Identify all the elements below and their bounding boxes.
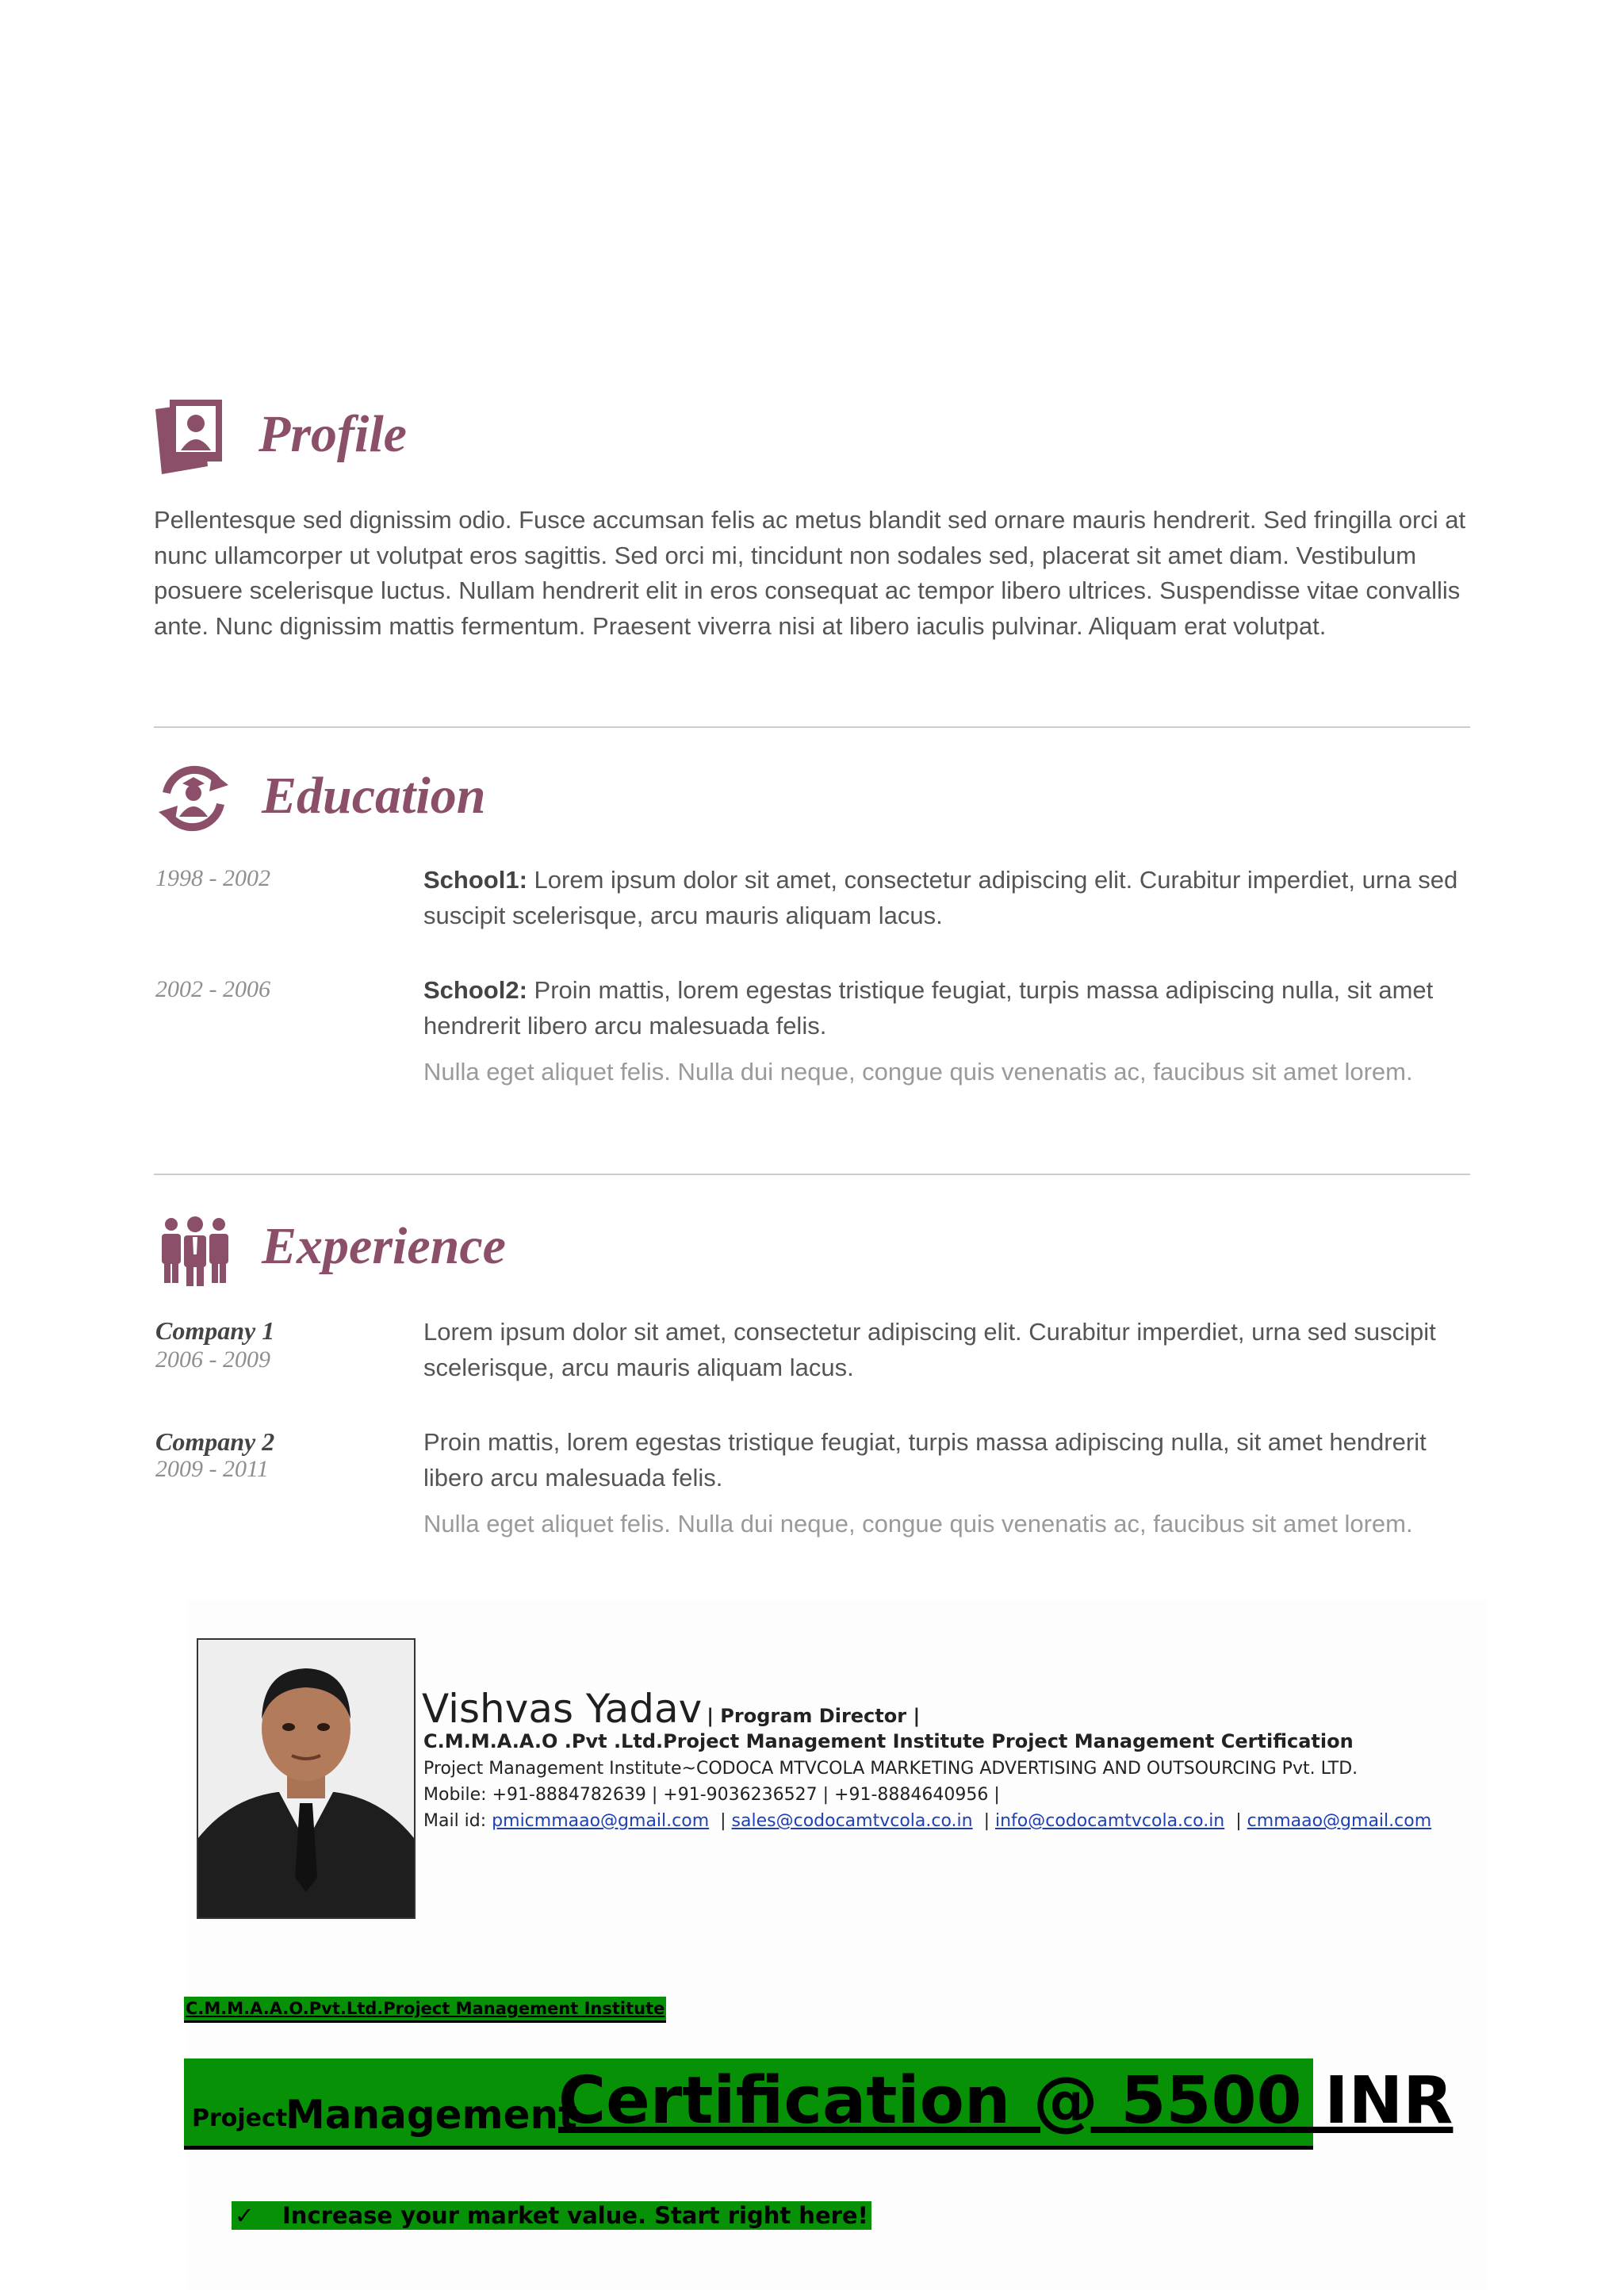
signature-mail-line: Mail id: pmicmmaao@gmail.com | sales@codocamtvcola.co.in | info@codocamtvcola.co.in | cmmaao@gmail.com (423, 1811, 1432, 1831)
profile-heading: Profile (259, 405, 407, 463)
check-icon: ✓ (235, 2202, 255, 2229)
experience-dates-1: 2006 - 2009 (155, 1346, 270, 1373)
promo-tag: C.M.M.A.A.O.Pvt.Ltd.Project Management Institute (184, 1997, 666, 2023)
experience-entry-2: Proin mattis, lorem egestas tristique feugiat, turpis massa adipiscing nulla, sit amet hendrerit libero arcu malesuada felis. (423, 1428, 1427, 1492)
school-name: School1: (423, 866, 527, 894)
email-link-4[interactable]: cmmaao@gmail.com (1247, 1811, 1432, 1831)
section-divider (154, 1174, 1470, 1175)
experience-entry-1: Lorem ipsum dolor sit amet, consectetur adipiscing elit. Curabitur imperdiet, urna sed suscipit scelerisque, arcu mauris aliquam lacus. (423, 1318, 1436, 1381)
promo-banner-mid: Management (285, 2092, 578, 2138)
graduate-cycle-icon (155, 761, 232, 836)
school-description: Lorem ipsum dolor sit amet, consectetur adipiscing elit. Curabitur imperdiet, urna sed suscipit scelerisque, arcu mauris aliquam lacus. (423, 866, 1458, 929)
experience-heading: Experience (262, 1217, 506, 1275)
email-link-1[interactable]: pmicmmaao@gmail.com (492, 1811, 710, 1831)
promo-banner (184, 2058, 1454, 2150)
signature-mobile-line: Mobile: +91-8884782639 | +91-9036236527 | +91-8884640956 | (423, 1785, 1000, 1805)
promo-banner-big: Certification @ 5500 INR (558, 2063, 1454, 2139)
company-name-2: Company 2 (155, 1427, 275, 1456)
team-icon (157, 1213, 233, 1288)
education-heading: Education (262, 767, 486, 825)
promo-callout-text: Increase your market value. Start right here! (282, 2202, 868, 2229)
company-name-1: Company 1 (155, 1316, 275, 1345)
email-link-3[interactable]: info@codocamtvcola.co.in (995, 1811, 1225, 1831)
education-note-2: Nulla eget aliquet felis. Nulla dui neque, congue quis venenatis ac, faucibus sit amet lorem. (423, 1058, 1413, 1086)
profile-photo (197, 1638, 416, 1919)
education-dates-1: 1998 - 2002 (155, 865, 270, 891)
school-description: Proin mattis, lorem egestas tristique feugiat, turpis massa adipiscing nulla, sit amet hendrerit libero arcu malesuada felis. (423, 976, 1434, 1040)
portrait-icon (152, 398, 227, 474)
email-link-2[interactable]: sales@codocamtvcola.co.in (731, 1811, 973, 1831)
experience-dates-2: 2009 - 2011 (155, 1456, 269, 1482)
education-entry-2 (423, 973, 1470, 1044)
signature-company-line: C.M.M.A.A.O .Pvt .Ltd.Project Management Institute Project Management Certification (423, 1730, 1354, 1752)
education-dates-2: 2002 - 2006 (155, 976, 270, 1002)
profile-text: Pellentesque sed dignissim odio. Fusce accumsan felis ac metus blandit sed ornare mauris hendrerit. Sed fringilla orci at nunc ullamcorper ut volutpat eros sagittis. Sed orci mi, tincidunt non sodales sed, placerat sit amet diam. Vestibulum posuere scelerisque luctus. Nullam hendrerit elit in eros consequat ac tempor libero ultrices. Suspendisse vitae convallis ante. Nunc dignissim mattis fermentum. Praesent viverra nisi at libero iaculis pulvinar. Aliquam erat volutpat. (154, 506, 1466, 640)
promo-banner-small: Project (192, 2104, 288, 2132)
promo-callout (232, 2201, 871, 2230)
section-divider (154, 726, 1470, 728)
experience-note-2: Nulla eget aliquet felis. Nulla dui neque, congue quis venenatis ac, faucibus sit amet lorem. (423, 1510, 1413, 1538)
signature-name (422, 1686, 920, 1732)
education-entry-1 (423, 863, 1470, 933)
school-name: School2: (423, 976, 527, 1004)
signature-name-text: Vishvas Yadav (422, 1686, 703, 1732)
mail-label: Mail id: (423, 1811, 487, 1831)
signature-role: | Program Director | (707, 1705, 921, 1727)
signature-org-line: Project Management Institute~CODOCA MTVCOLA MARKETING ADVERTISING AND OUTSOURCING Pvt. LTD. (423, 1759, 1358, 1779)
